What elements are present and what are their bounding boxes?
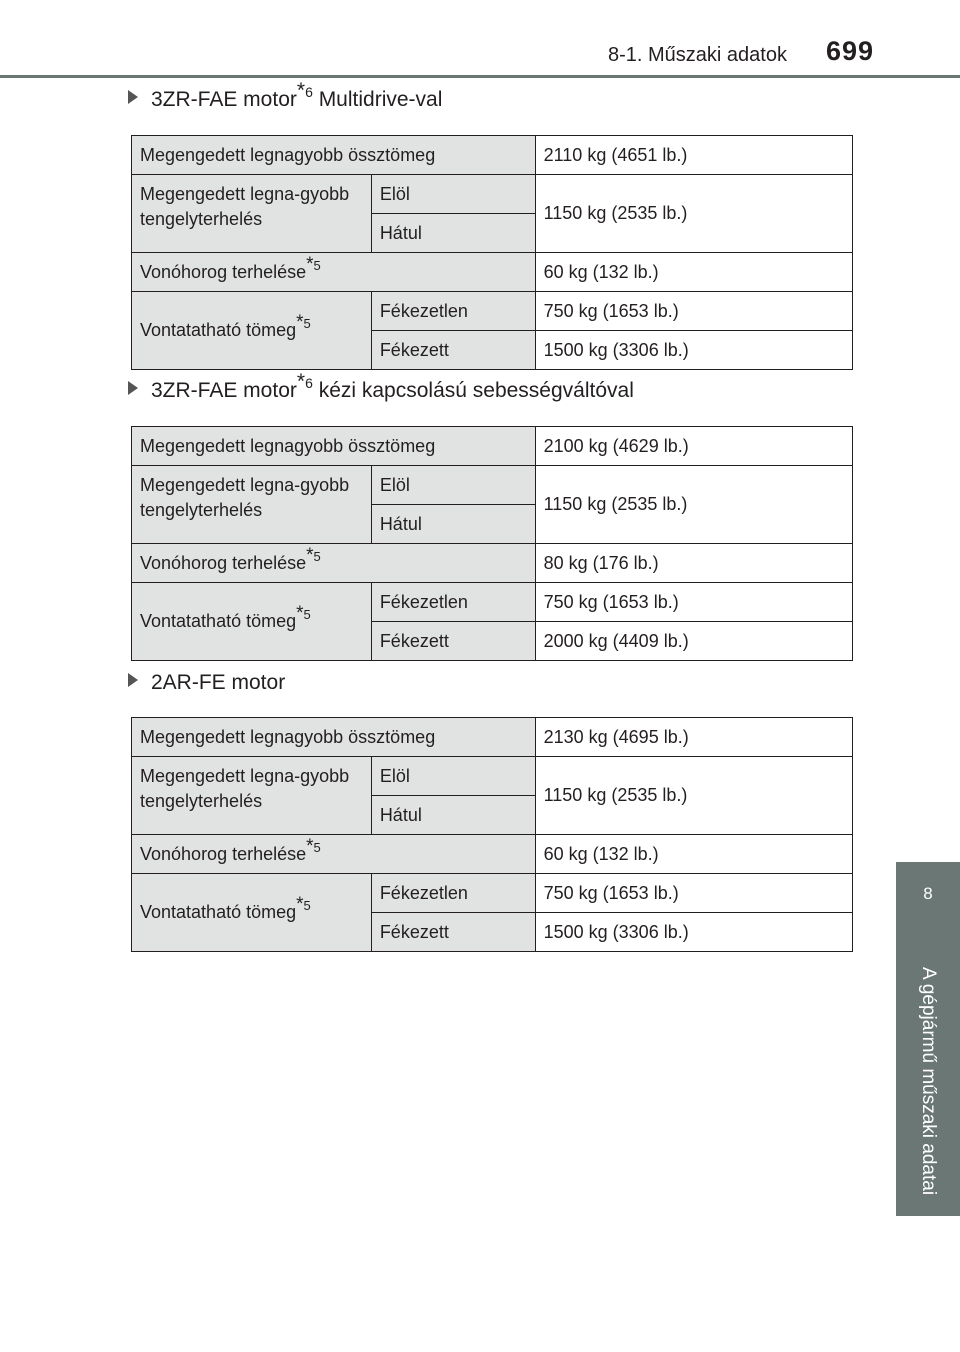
- braked-label: Fékezett: [371, 913, 535, 952]
- braked-label: Fékezett: [371, 622, 535, 661]
- hitch-load-value: 60 kg (132 lb.): [535, 835, 852, 874]
- header-divider: [0, 75, 960, 78]
- table-row: [132, 874, 853, 913]
- section-heading-1: 3ZR-FAE motor$^{*6}$ Multidrive-val: [128, 88, 442, 112]
- hitch-load-value: 60 kg (132 lb.): [535, 253, 852, 292]
- axle-load-value: 1150 kg (2535 lb.): [535, 466, 852, 544]
- table-row: [132, 544, 853, 583]
- braked-label: Fékezett: [371, 331, 535, 370]
- page-number: 699: [826, 36, 875, 66]
- table-row: [132, 253, 853, 292]
- table-row: [132, 136, 853, 175]
- chapter-tab-title: A gépjármű műszaki adatai: [918, 966, 939, 1196]
- axle-load-value: 1150 kg (2535 lb.): [535, 175, 852, 253]
- axle-load-label: Megengedett legna-gyobb tengelyterhelés: [132, 175, 372, 253]
- spec-table-2: [131, 426, 853, 661]
- max-weight-label: Megengedett legnagyobb össztömeg: [132, 718, 536, 757]
- towing-weight-label: Vontatatható tömeg$^{*5}$: [132, 874, 372, 952]
- spec-table-1: [131, 135, 853, 370]
- rear-label: Hátul: [371, 796, 535, 835]
- spec-table-3: [131, 717, 853, 952]
- hitch-load-label: Vonóhorog terhelése$^{*5}$: [132, 835, 536, 874]
- unbraked-value: 750 kg (1653 lb.): [535, 874, 852, 913]
- table-row: [132, 175, 853, 214]
- chapter-tab: [896, 946, 960, 1216]
- towing-weight-label: Vontatatható tömeg$^{*5}$: [132, 583, 372, 661]
- bullet-arrow-icon: [128, 90, 138, 104]
- rear-label: Hátul: [371, 214, 535, 253]
- max-weight-label: Megengedett legnagyobb össztömeg: [132, 136, 536, 175]
- table-row: [132, 292, 853, 331]
- table-row: [132, 718, 853, 757]
- max-weight-value: 2100 kg (4629 lb.): [535, 427, 852, 466]
- table-row: [132, 583, 853, 622]
- bullet-arrow-icon: [128, 381, 138, 395]
- front-label: Elöl: [371, 466, 535, 505]
- axle-load-label: Megengedett legna-gyobb tengelyterhelés: [132, 466, 372, 544]
- front-label: Elöl: [371, 757, 535, 796]
- hitch-load-value: 80 kg (176 lb.): [535, 544, 852, 583]
- front-label: Elöl: [371, 175, 535, 214]
- hitch-load-label: Vonóhorog terhelése$^{*5}$: [132, 253, 536, 292]
- towing-weight-label: Vontatatható tömeg$^{*5}$: [132, 292, 372, 370]
- unbraked-label: Fékezetlen: [371, 874, 535, 913]
- chapter-tab-number: 8: [896, 862, 960, 946]
- max-weight-value: 2110 kg (4651 lb.): [535, 136, 852, 175]
- braked-value: 2000 kg (4409 lb.): [535, 622, 852, 661]
- section-heading-2: 3ZR-FAE motor$^{*6}$ kézi kapcsolású sebességváltóval: [128, 379, 634, 403]
- footnote-asterisk: *: [296, 370, 306, 393]
- section-heading-3: 2AR-FE motor: [128, 671, 285, 695]
- axle-load-label: Megengedett legna-gyobb tengelyterhelés: [132, 757, 372, 835]
- unbraked-value: 750 kg (1653 lb.): [535, 583, 852, 622]
- hitch-load-label: Vonóhorog terhelése$^{*5}$: [132, 544, 536, 583]
- rear-label: Hátul: [371, 505, 535, 544]
- unbraked-label: Fékezetlen: [371, 292, 535, 331]
- braked-value: 1500 kg (3306 lb.): [535, 331, 852, 370]
- unbraked-label: Fékezetlen: [371, 583, 535, 622]
- footnote-asterisk: *: [296, 79, 306, 102]
- table-row: [132, 427, 853, 466]
- table-row: [132, 757, 853, 796]
- bullet-arrow-icon: [128, 673, 138, 687]
- max-weight-value: 2130 kg (4695 lb.): [535, 718, 852, 757]
- unbraked-value: 750 kg (1653 lb.): [535, 292, 852, 331]
- axle-load-value: 1150 kg (2535 lb.): [535, 757, 852, 835]
- max-weight-label: Megengedett legnagyobb össztömeg: [132, 427, 536, 466]
- section-title: 8-1. Műszaki adatok: [608, 44, 787, 66]
- table-row: [132, 835, 853, 874]
- table-row: [132, 466, 853, 505]
- braked-value: 1500 kg (3306 lb.): [535, 913, 852, 952]
